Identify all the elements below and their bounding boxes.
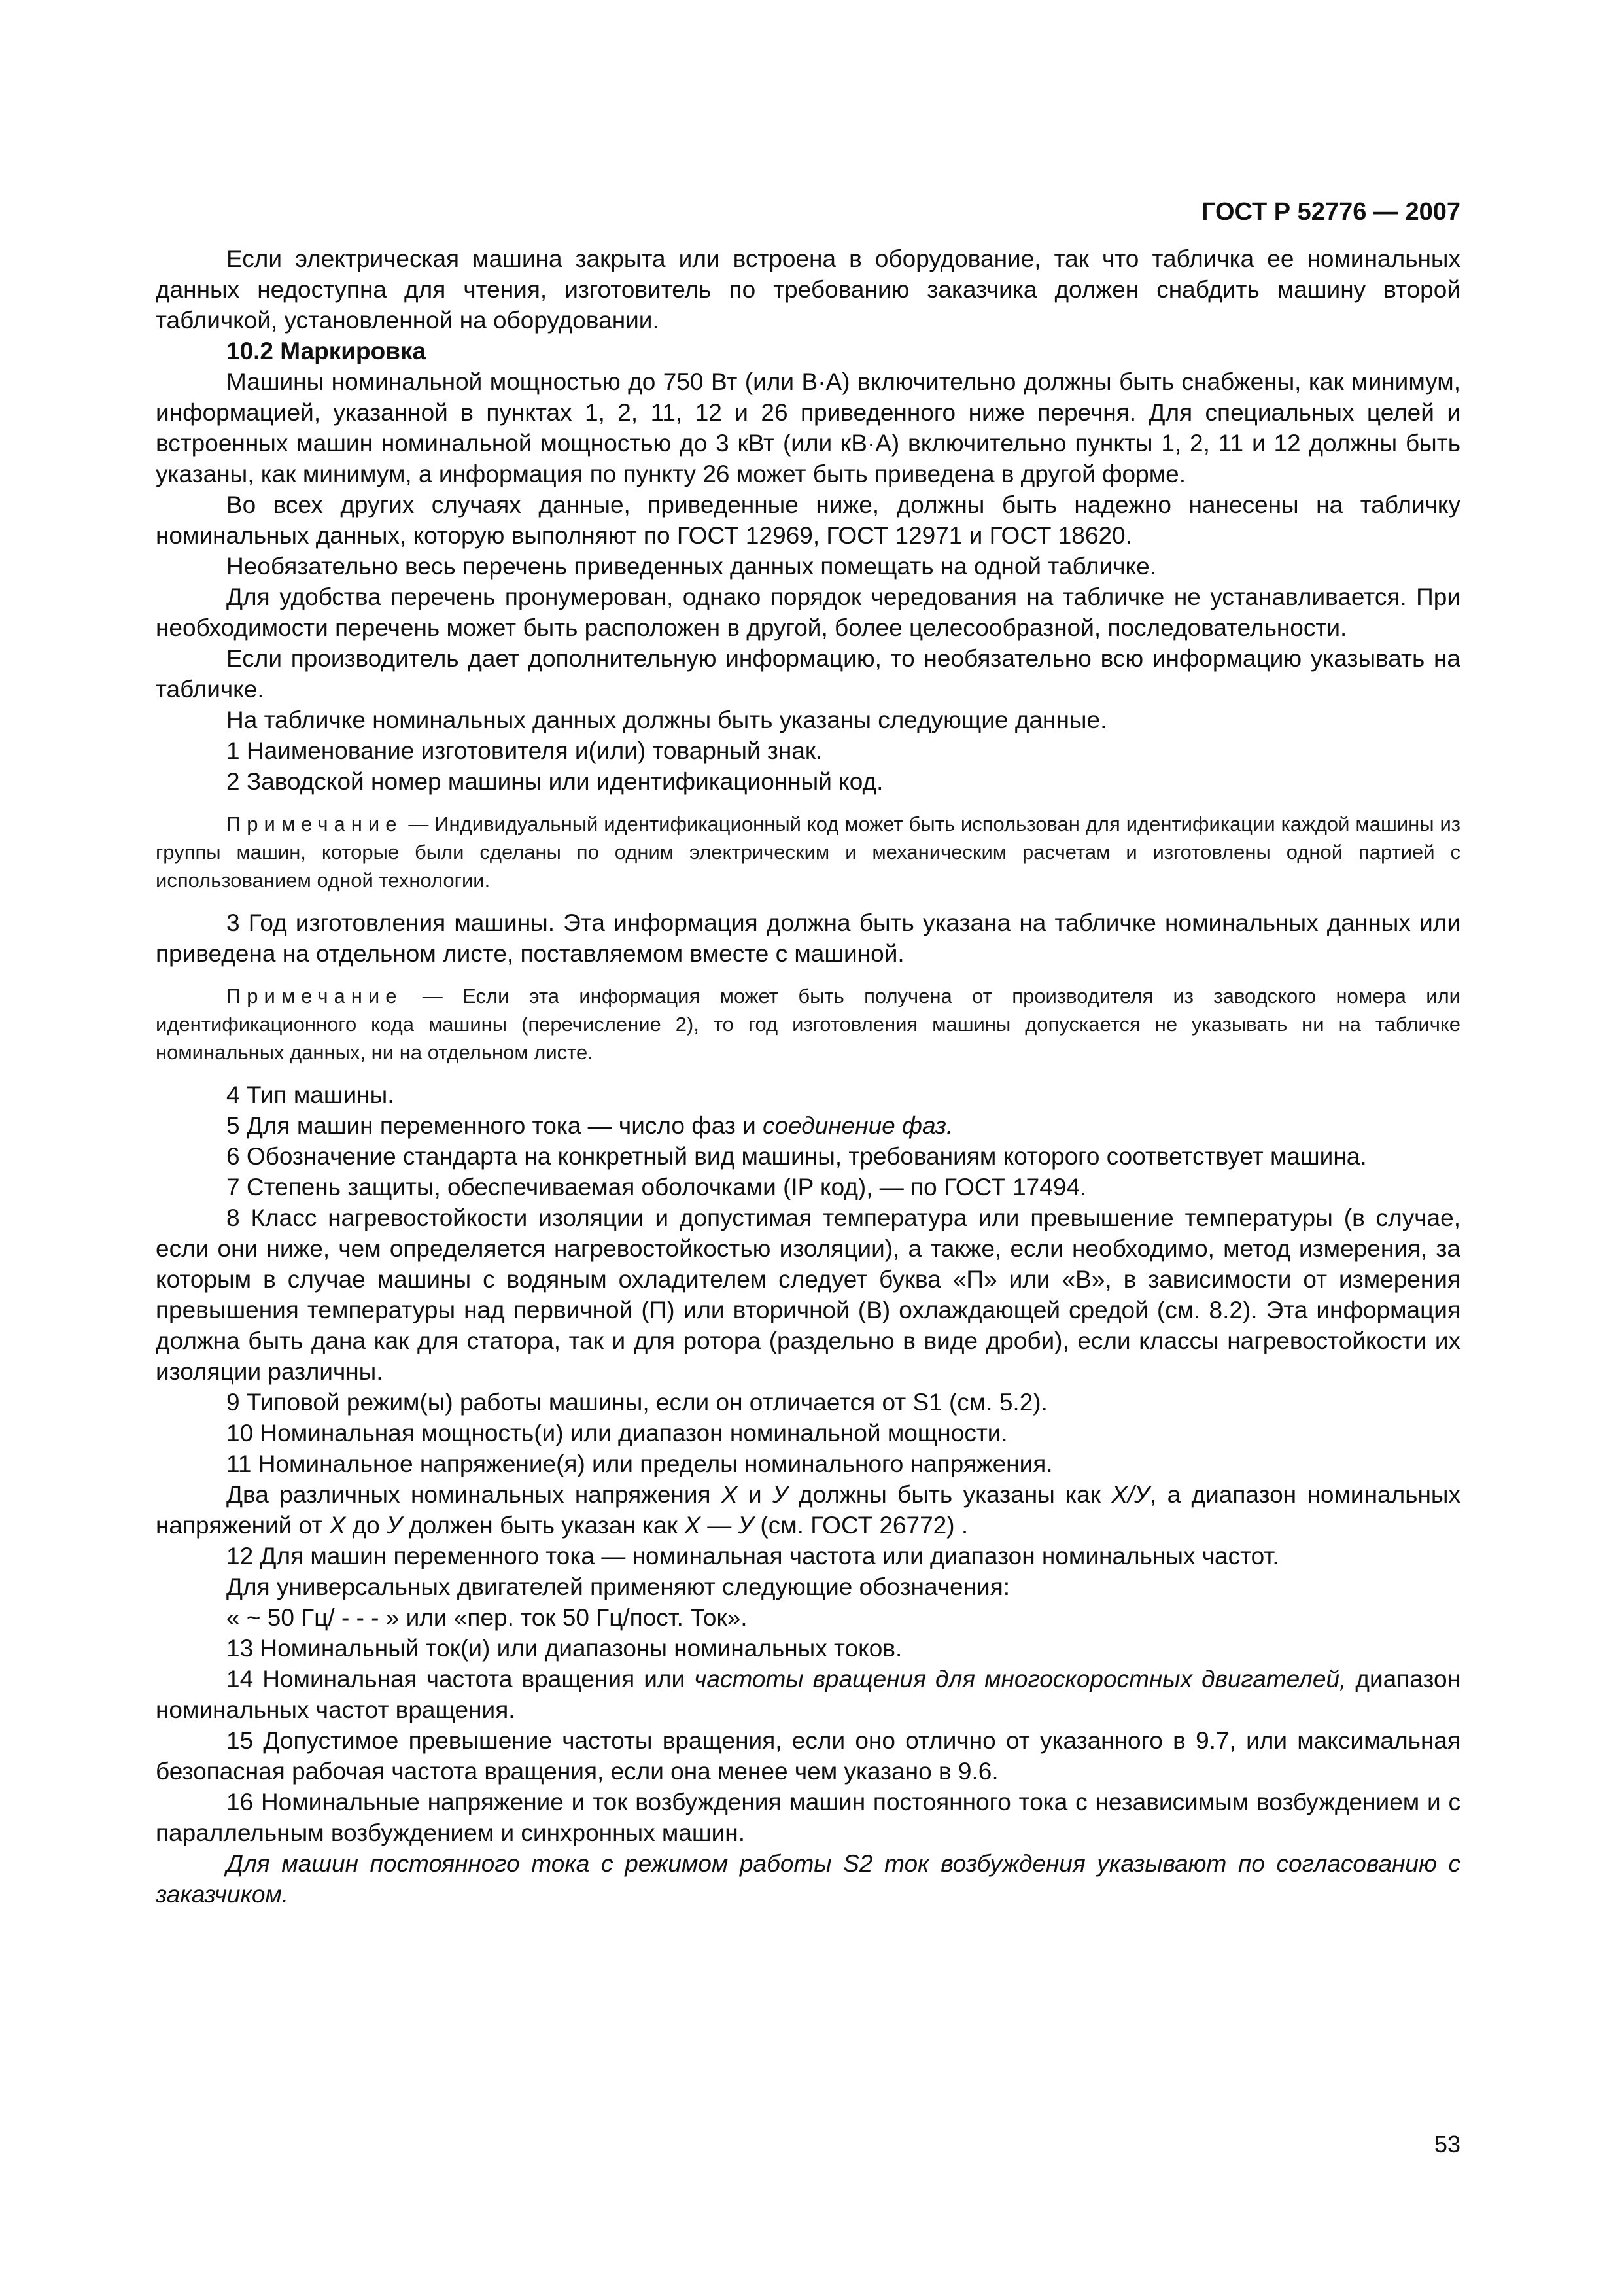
note-label: Примечание	[226, 813, 403, 835]
list-item: 11 Номинальное напряжение(я) или пределы номинального напряжения.	[226, 1450, 1053, 1477]
text-run: до	[345, 1512, 387, 1539]
italic-run: X/У	[1111, 1481, 1150, 1508]
list-item: 4 Тип машины.	[226, 1081, 394, 1108]
list-item: 9 Типовой режим(ы) работы машины, если он отличается от S1 (см. 5.2).	[226, 1389, 1048, 1416]
paragraph-italic: Для машин постоянного тока с режимом работы S2 ток возбуждения указывают по согласованию с заказчиком.	[156, 1850, 1460, 1908]
paragraph: Для универсальных двигателей применяют следующие обозначения:	[226, 1573, 1011, 1600]
note	[156, 982, 1460, 1066]
text-run: и	[737, 1481, 773, 1508]
text-run: должны быть указаны как	[787, 1481, 1112, 1508]
italic-run: У	[387, 1512, 402, 1539]
note	[156, 810, 1460, 894]
italic-run: частоты вращения для многоскоростных двигателей,	[694, 1666, 1347, 1692]
italic-run: У	[772, 1481, 788, 1508]
list-item: 12 Для машин переменного тока — номинальная частота или диапазон номинальных частот.	[226, 1543, 1279, 1569]
italic-run: X	[329, 1512, 346, 1539]
section-heading: 10.2 Маркировка	[226, 338, 426, 364]
list-item: 10 Номинальная мощность(и) или диапазон номинальной мощности.	[226, 1420, 1008, 1446]
paragraph: На табличке номинальных данных должны быть указаны следующие данные.	[226, 707, 1107, 733]
list-item: 7 Степень защиты, обеспечиваемая оболочками (IP код), — по ГОСТ 17494.	[226, 1174, 1087, 1200]
list-item: 2 Заводской номер машины или идентификационный код.	[226, 768, 884, 795]
text-run: Два различных номинальных напряжения	[226, 1481, 721, 1508]
list-item: 3 Год изготовления машины. Эта информация должна быть указана на табличке номинальных данных или приведена на отдельном листе, поставляемом вместе с машиной.	[156, 909, 1460, 967]
text-run: , а диапазон номинальных напряжений от	[156, 1481, 1461, 1539]
paragraph: « ~ 50 Гц/ - - - » или «пер. ток 50 Гц/пост. Ток».	[226, 1604, 748, 1631]
paragraph: Для удобства перечень пронумерован, однако порядок чередования на табличке не устанавливается. При необходимости перечень может быть расположен в другой, более целесообразной, последовательности.	[156, 584, 1460, 641]
paragraph	[156, 1479, 1460, 1541]
list-item: 13 Номинальный ток(и) или диапазоны номинальных токов.	[226, 1635, 903, 1662]
paragraph: Машины номинальной мощностью до 750 Вт (или В·А) включительно должны быть снабжены, как минимум, информацией, указанной в пунктах 1, 2, 11, 12 и 26 приведенного ниже перечня. Для специальных целей и встроенных машин номинальной мощностью до 3 кВт (или кВ·А) включительно пункты 1, 2, 11 и 12 должны быть указаны, как минимум, а информация по пункту 26 может быть приведена в другой форме.	[156, 368, 1460, 487]
list-item: 6 Обозначение стандарта на конкретный вид машины, требованиям которого соответствует машина.	[226, 1143, 1367, 1170]
text-run: должен быть указан как	[402, 1512, 685, 1539]
list-item: 1 Наименование изготовителя и(или) товарный знак.	[226, 737, 823, 764]
paragraph-intro: Если электрическая машина закрыта или встроена в оборудование, так что табличка ее номинальных данных недоступна для чтения, изготовитель по требованию заказчика должен снабдить машину второй табличкой, установленной на оборудовании.	[156, 245, 1460, 334]
text-run: 5 Для машин переменного тока — число фаз и	[226, 1112, 763, 1139]
paragraph: Если производитель дает дополнительную информацию, то необязательно всю информацию указывать на табличке.	[156, 645, 1460, 703]
list-item: 8 Класс нагревостойкости изоляции и допустимая температура или превышение температуры (в случае, если они ниже, чем определяется нагревостойкостью изоляции), а также, если необходимо, метод измерения, за которым в случае машины с водяным охладителем следует буква «П» или «В», в зависимости от измерения превышения температуры над первичной (П) или вторичной (В) охлаждающей средой (см. 8.2). Эта информация должна быть дана как для статора, так и для ротора (раздельно в виде дроби), если классы нагревостойкости их изоляции различны.	[156, 1204, 1460, 1385]
italic-run: X	[721, 1481, 738, 1508]
list-item	[156, 1110, 1460, 1141]
text-run: (см. ГОСТ 26772) .	[753, 1512, 969, 1539]
paragraph: Во всех других случаях данные, приведенные ниже, должны быть надежно нанесены на табличку номинальных данных, которую выполняют по ГОСТ 12969, ГОСТ 12971 и ГОСТ 18620.	[156, 491, 1460, 549]
doc-header: ГОСТ Р 52776 — 2007	[1201, 198, 1460, 226]
note-text: — Индивидуальный идентификационный код может быть использован для идентификации каждой машины из группы машин, которые были сделаны по одним электрическим и механическим расчетам и изготовлены одной партией с использованием одной технологии.	[156, 813, 1460, 892]
text-run: диапазон номинальных частот вращения.	[156, 1666, 1460, 1723]
page-number: 53	[1434, 2131, 1460, 2158]
paragraph: Необязательно весь перечень приведенных данных помещать на одной табличке.	[226, 553, 1156, 580]
note-text: — Если эта информация может быть получена от производителя из заводского номера или идентификационного кода машины (перечисление 2), то год изготовления машины допускается не указывать ни на табличке номинальных данных, ни на отдельном листе.	[156, 985, 1460, 1064]
list-item	[156, 1664, 1460, 1725]
italic-run: X — У	[684, 1512, 754, 1539]
list-item: 15 Допустимое превышение частоты вращения, если оно отлично от указанного в 9.7, или максимальная безопасная рабочая частота вращения, если она менее чем указано в 9.6.	[156, 1727, 1460, 1785]
list-item: 16 Номинальные напряжение и ток возбуждения машин постоянного тока с независимым возбуждением и с параллельным возбуждением и синхронных машин.	[156, 1789, 1460, 1846]
italic-run: соединение фаз.	[763, 1112, 954, 1139]
note-label: Примечание	[226, 985, 403, 1007]
text-run: 14 Номинальная частота вращения или	[226, 1666, 695, 1692]
